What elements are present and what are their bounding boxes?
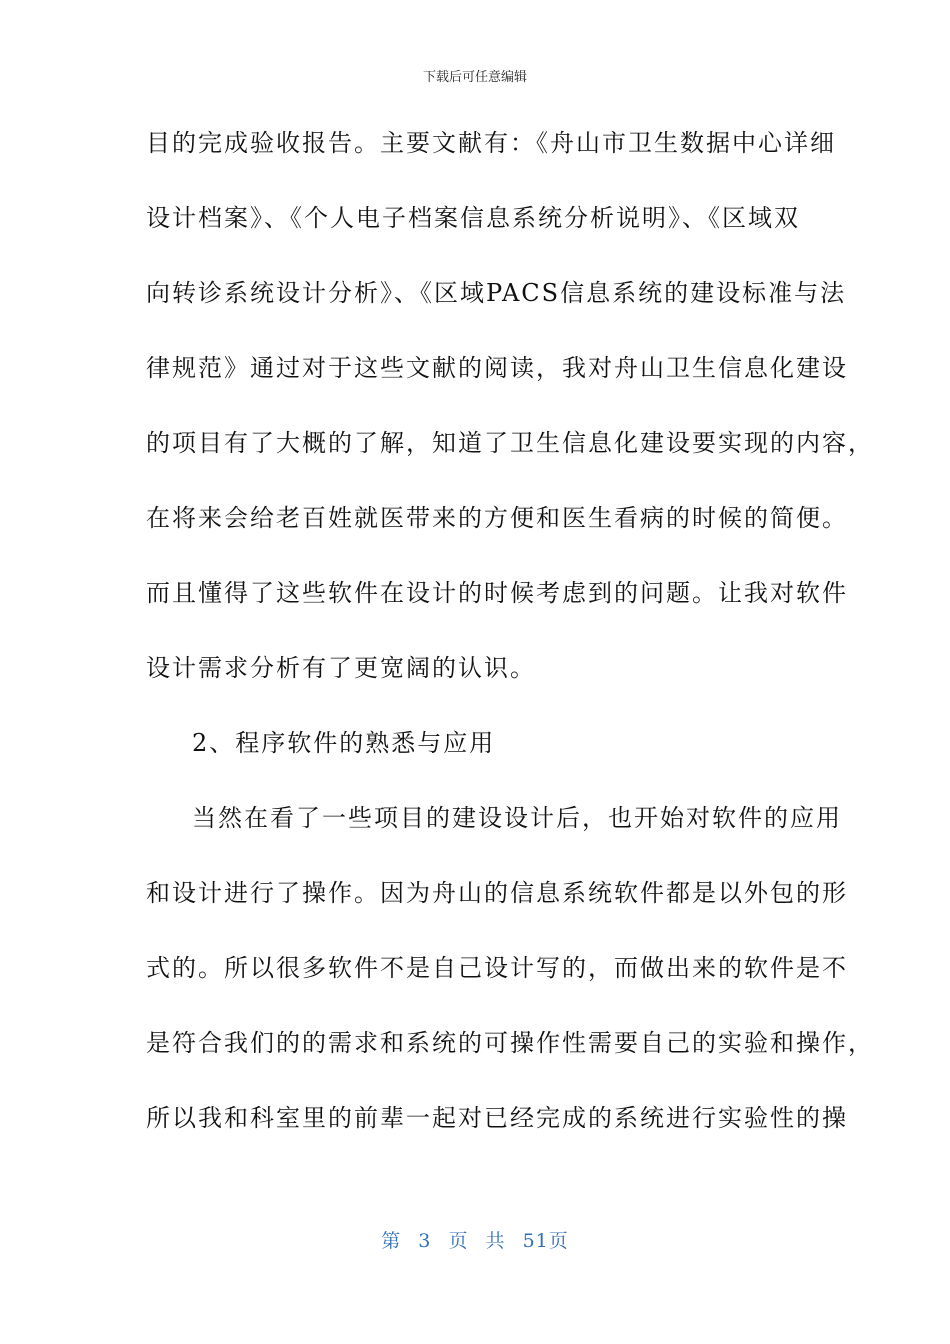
paragraph-line: 的项目有了大概的了解，知道了卫生信息化建设要实现的内容， [146, 429, 874, 457]
paragraph-line: 目的完成验收报告。主要文献有：《舟山市卫生数据中心详细 [146, 129, 836, 157]
paragraph-line: 当然在看了一些项目的建设设计后，也开始对软件的应用 [192, 804, 842, 832]
footer-label-ye2: 页 [548, 1230, 569, 1252]
paragraph-line: 是符合我们的的需求和系统的可操作性需要自己的实验和操作， [146, 1029, 874, 1057]
paragraph-line: 向转诊系统设计分析》、《区域PACS信息系统的建设标准与法 [146, 279, 847, 307]
footer-page-number: 3 [418, 1230, 432, 1252]
paragraph-line: 律规范》通过对于这些文献的阅读，我对舟山卫生信息化建设 [146, 354, 848, 382]
paragraph-line: 而且懂得了这些软件在设计的时候考虑到的问题。让我对软件 [146, 579, 848, 607]
paragraph-line: 和设计进行了操作。因为舟山的信息系统软件都是以外包的形 [146, 879, 848, 907]
footer-label-gong: 共 [485, 1230, 506, 1252]
footer-label-ye: 页 [448, 1230, 469, 1252]
paragraph-line: 在将来会给老百姓就医带来的方便和医生看病的时候的简便。 [146, 504, 848, 532]
page-footer [0, 1226, 950, 1253]
section-heading: 2、程序软件的熟悉与应用 [192, 729, 496, 757]
paragraph-line: 设计需求分析有了更宽阔的认识。 [146, 654, 536, 682]
page-header: 下载后可任意编辑 [422, 70, 527, 85]
footer-total-pages: 51 [522, 1230, 549, 1252]
paragraph-line: 设计档案》、《个人电子档案信息系统分析说明》、《区域双 [146, 204, 800, 232]
footer-label-di: 第 [381, 1230, 402, 1252]
paragraph-line: 所以我和科室里的前辈一起对已经完成的系统进行实验性的操 [146, 1104, 848, 1132]
paragraph-line: 式的。所以很多软件不是自己设计写的，而做出来的软件是不 [146, 954, 848, 982]
